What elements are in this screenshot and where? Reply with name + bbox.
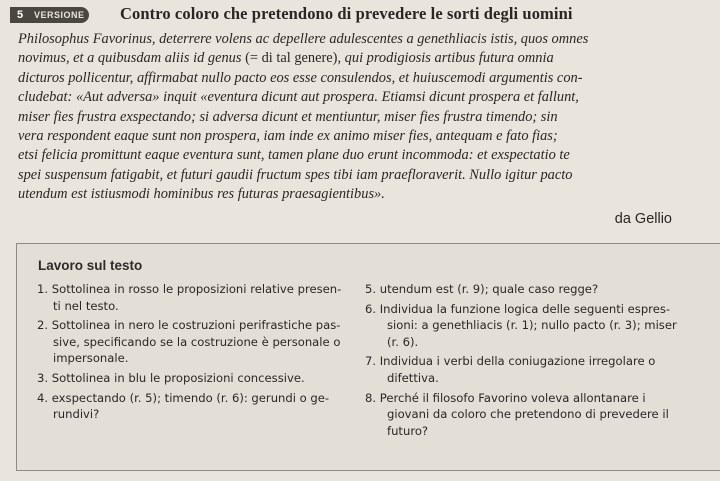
exercise-column-right: [365, 281, 715, 442]
passage-text: , qui prodigiosis artibus futura omnia: [337, 50, 554, 67]
passage-line: etsi felicia promittunt eaque eventura sunt, tamen plane duo erunt incommoda: et exspectatio te: [18, 147, 570, 164]
exercise-header: [10, 4, 710, 28]
exercise-item-text: 3. Sottolinea in blu le proposizioni concessive.: [37, 370, 305, 385]
passage-line: miser fies frustra exspectando; si adversa dicunt et mentiuntur, miser fies frustra timendo; sin: [18, 108, 558, 125]
passage-line: vera respondent eaque sunt non prospera, iam inde ex animo miser fies, antequam e fato fias;: [18, 128, 558, 145]
exercise-item-8: [365, 390, 715, 440]
passage-line: cludebat: «Aut adversa» inquit «eventura dicunt aut prospera. Etiamsi dicunt prospera et fallunt,: [18, 89, 579, 106]
exercise-item-1: [37, 281, 367, 314]
exercise-item-text: 1. Sottolinea in rosso le proposizioni relative presen-: [37, 282, 342, 296]
exercise-number-badge: 5: [10, 7, 30, 23]
exercise-title: Contro coloro che pretendono di prevedere le sorti degli uomini: [120, 4, 573, 23]
passage-line: utendum est istiusmodi hominibus res futuras praesagientibus».: [18, 186, 385, 203]
latin-passage: [18, 30, 706, 205]
exercise-item-text: 8. Perché il filosofo Favorino voleva allontanare i: [365, 390, 646, 405]
exercise-box-title: Lavoro sul testo: [38, 258, 143, 273]
exercise-type-badge: VERSIONE: [30, 7, 89, 23]
exercise-item-3: [37, 370, 367, 387]
exercise-item-text: 2. Sottolinea in nero le costruzioni perifrastiche pas-: [37, 318, 341, 333]
passage-source: da Gellio: [614, 211, 672, 227]
exercise-item-2: [37, 317, 367, 367]
exercise-column-left: [37, 281, 367, 426]
exercise-item-text: 6. Individua la funzione logica delle seguenti espres-: [365, 301, 671, 316]
exercise-item-text: sive, specificando se la costruzione è personale o: [53, 334, 341, 349]
exercise-item-5: [365, 281, 715, 298]
exercise-item-6: [365, 301, 715, 351]
passage-gloss: (= di tal genere): [245, 50, 338, 67]
exercise-item-text: (r. 6).: [387, 334, 419, 349]
passage-line: spei suspensum fatigabit, et futuri gaudii fructum spes tibi iam praefloraverit. Nullo igitur pacto: [18, 166, 573, 183]
exercise-box: [16, 243, 720, 471]
passage-text: novimus, et a quibusdam aliis id genus: [18, 50, 242, 67]
exercise-item-text: sioni: a genethliacis (r. 1); nullo pacto (r. 3); miser: [387, 318, 677, 333]
exercise-item-text: futuro?: [387, 423, 429, 438]
exercise-item-text: impersonale.: [53, 351, 129, 366]
exercise-item-text: difettiva.: [387, 370, 439, 385]
exercise-item-4: [37, 390, 367, 423]
exercise-item-text: 4. exspectando (r. 5); timendo (r. 6): gerundi o ge-: [37, 390, 330, 405]
exercise-item-text: ti nel testo.: [53, 298, 119, 313]
exercise-item-text: 7. Individua i verbi della coniugazione irregolare o: [365, 354, 656, 369]
passage-line: Philosophus Favorinus, deterrere volens ac depellere adulescentes a genethliacis istis, quos omnes: [18, 31, 589, 47]
exercise-item-text: rundivi?: [53, 407, 100, 422]
passage-line: [18, 49, 706, 68]
passage-line: dicturos pollicentur, affirmabat nullo pacto eos esse consulendos, et huiuscemodi argumentis con-: [18, 69, 583, 86]
exercise-item-text: 5. utendum est (r. 9); quale caso regge?: [365, 282, 599, 296]
exercise-item-text: giovani da coloro che pretendono di prevedere il: [387, 407, 669, 422]
exercise-item-7: [365, 353, 715, 386]
